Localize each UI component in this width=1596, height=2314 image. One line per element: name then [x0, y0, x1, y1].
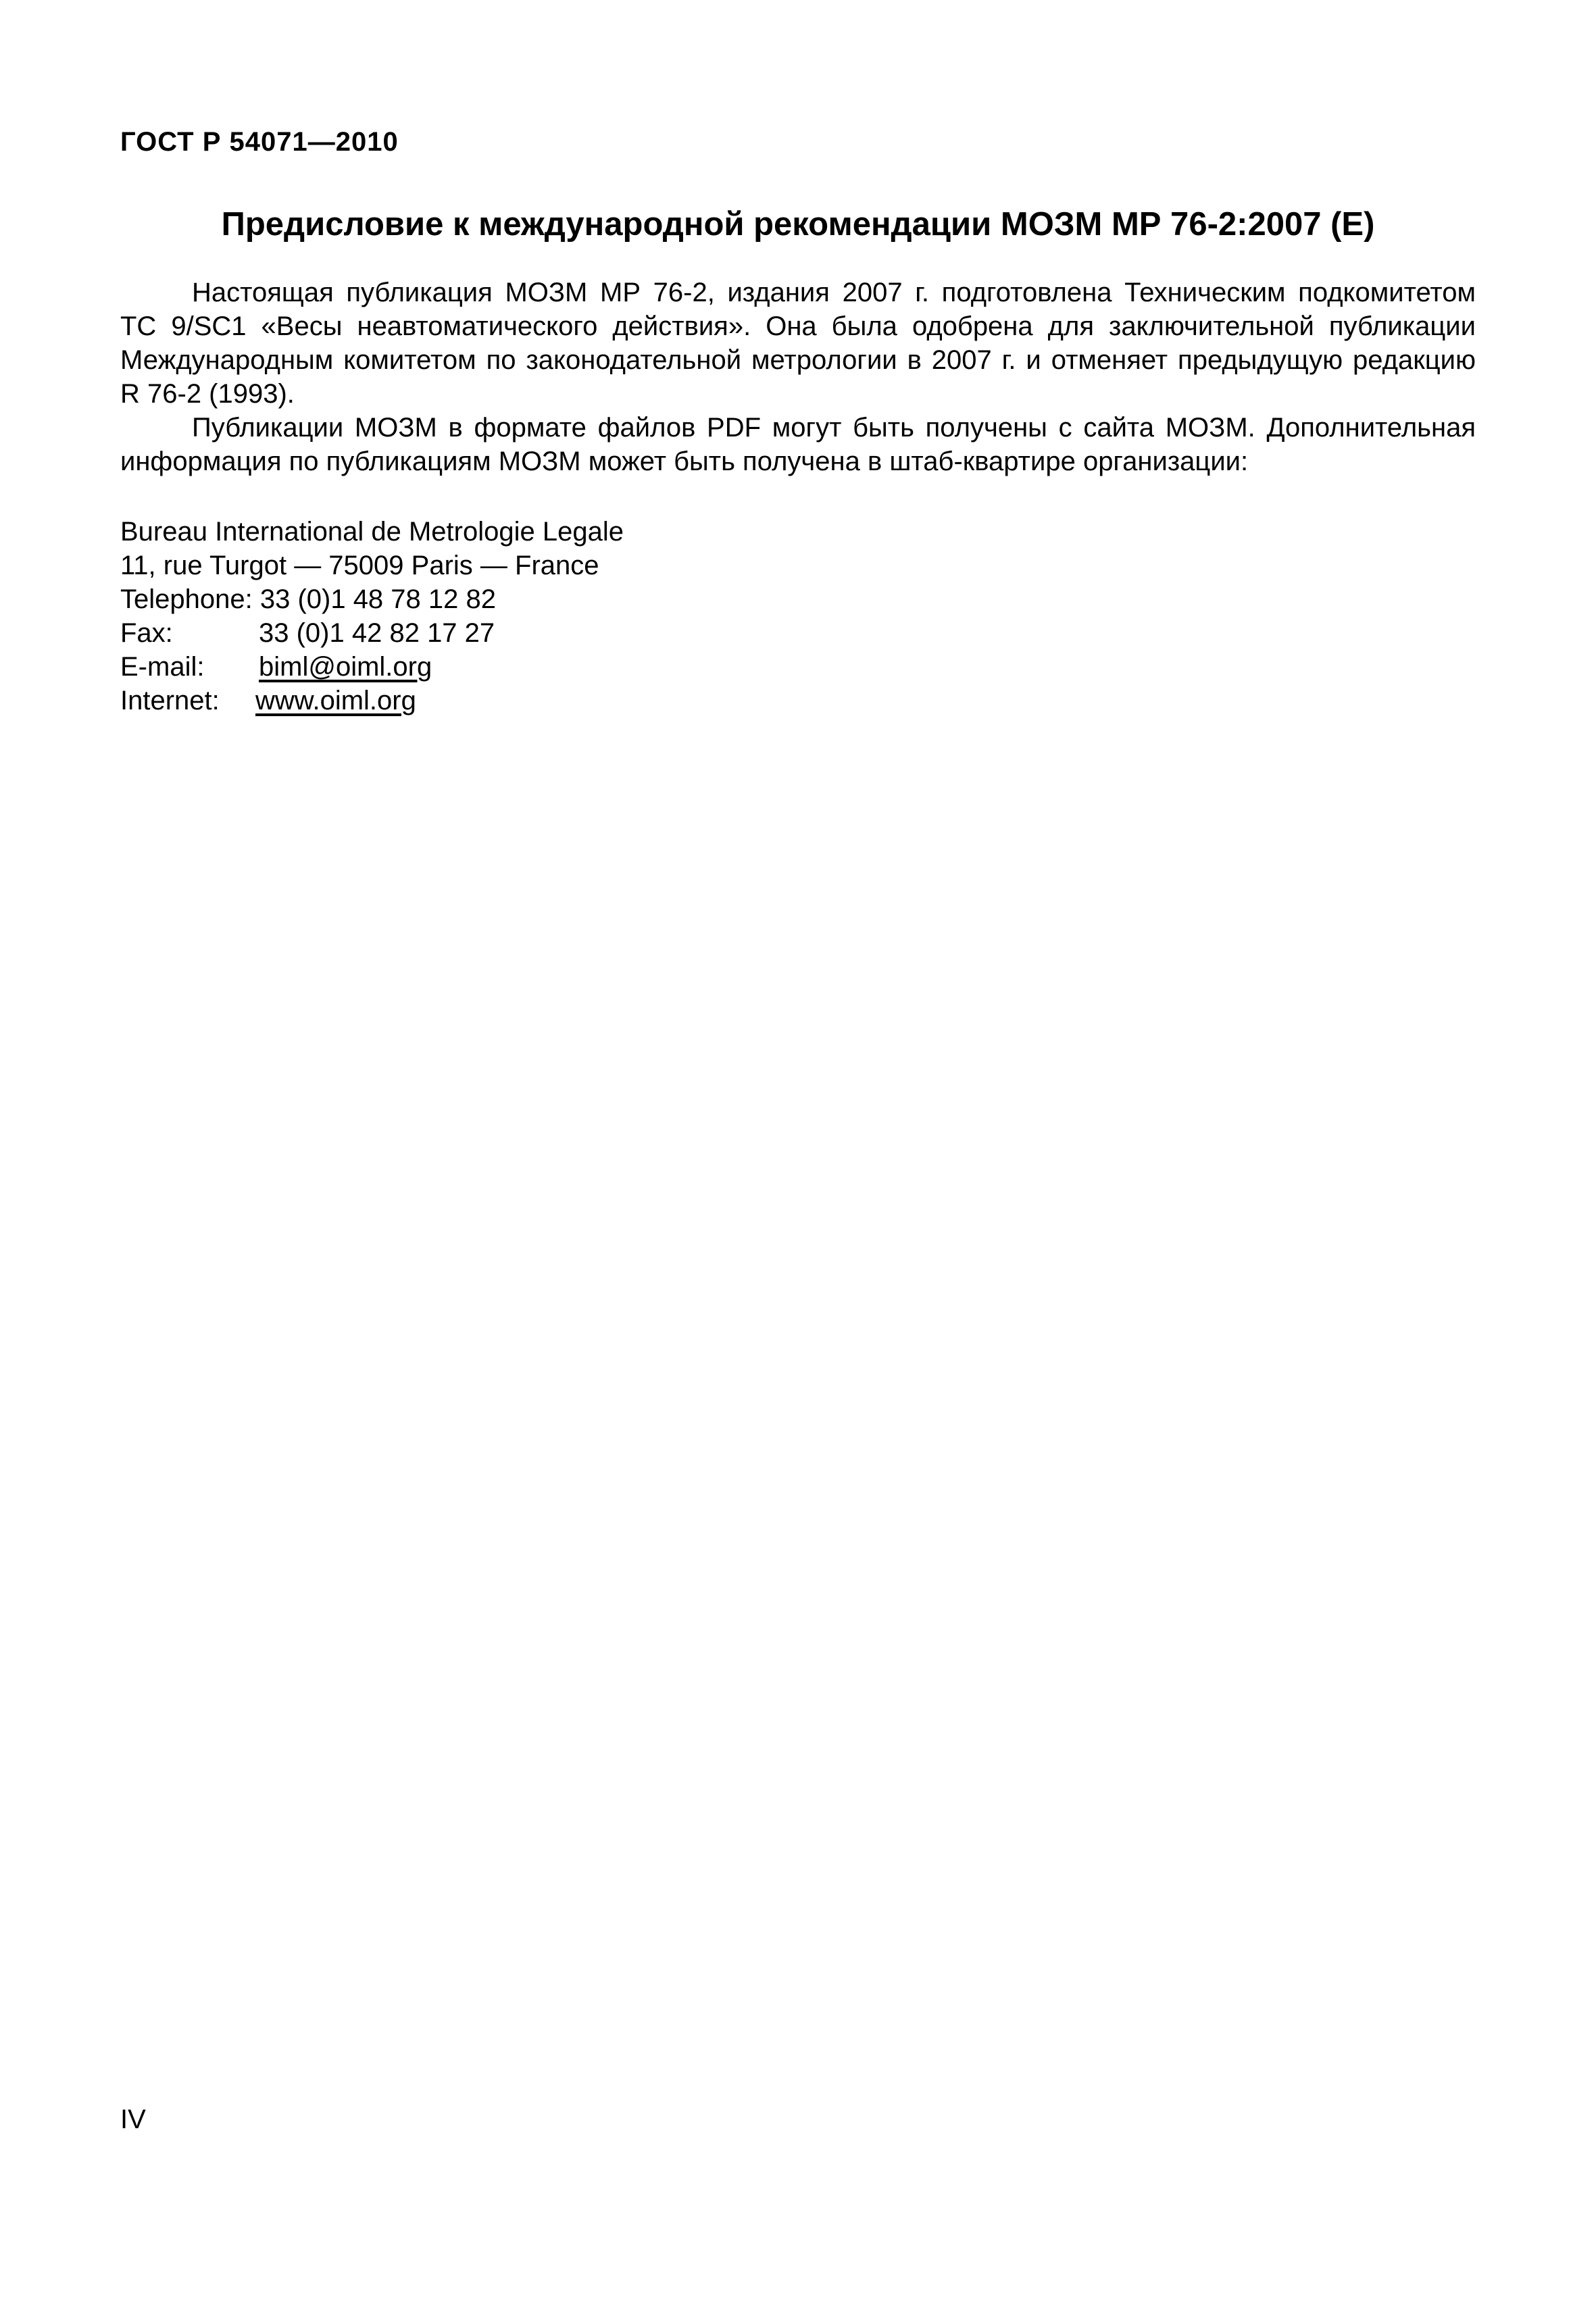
paragraph-line: Настоящая публикация МОЗМ МР 76-2, издания 2007 г. подготовлена Техническим подкомитетом	[192, 278, 1476, 307]
page-title: Предисловие к международной рекомендации МОЗМ МР 76-2:2007 (E)	[221, 206, 1375, 243]
email-label: E-mail:	[120, 652, 205, 682]
street-address: 11, rue Turgot — 75009 Paris — France	[120, 551, 599, 580]
contact-address-block	[120, 515, 624, 718]
fax-value: 33 (0)1 42 82 17 27	[259, 618, 495, 648]
internet-row	[120, 684, 624, 718]
paragraph-line: информация по публикациям МОЗМ может быть получена в штаб-квартире организации:	[120, 447, 1249, 476]
page-number: IV	[120, 2105, 146, 2134]
foreword-body	[120, 276, 1476, 478]
fax-label: Fax:	[120, 618, 173, 648]
paragraph-line: R 76-2 (1993).	[120, 379, 295, 409]
website-link[interactable]: www.oiml.org	[255, 686, 416, 715]
internet-label: Internet:	[120, 686, 220, 715]
paragraph-pdf-info	[120, 411, 1476, 478]
paragraph-line: Публикации МОЗМ в формате файлов PDF могут быть получены с сайта МОЗМ. Дополнительная	[192, 413, 1476, 443]
fax-row	[120, 616, 624, 650]
email-row	[120, 650, 624, 684]
email-link[interactable]: biml@oiml.org	[259, 652, 432, 682]
organization-name: Bureau International de Metrologie Legale	[120, 517, 624, 547]
standard-id-header: ГОСТ Р 54071—2010	[120, 127, 399, 157]
paragraph-line: ТС 9/SC1 «Весы неавтоматического действия». Она была одобрена для заключительной публикации	[120, 311, 1476, 341]
paragraph-line: Международным комитетом по законодательной метрологии в 2007 г. и отменяет предыдущую редакцию	[120, 345, 1476, 375]
telephone-line: Telephone: 33 (0)1 48 78 12 82	[120, 584, 496, 614]
paragraph-publication-info	[120, 276, 1476, 411]
